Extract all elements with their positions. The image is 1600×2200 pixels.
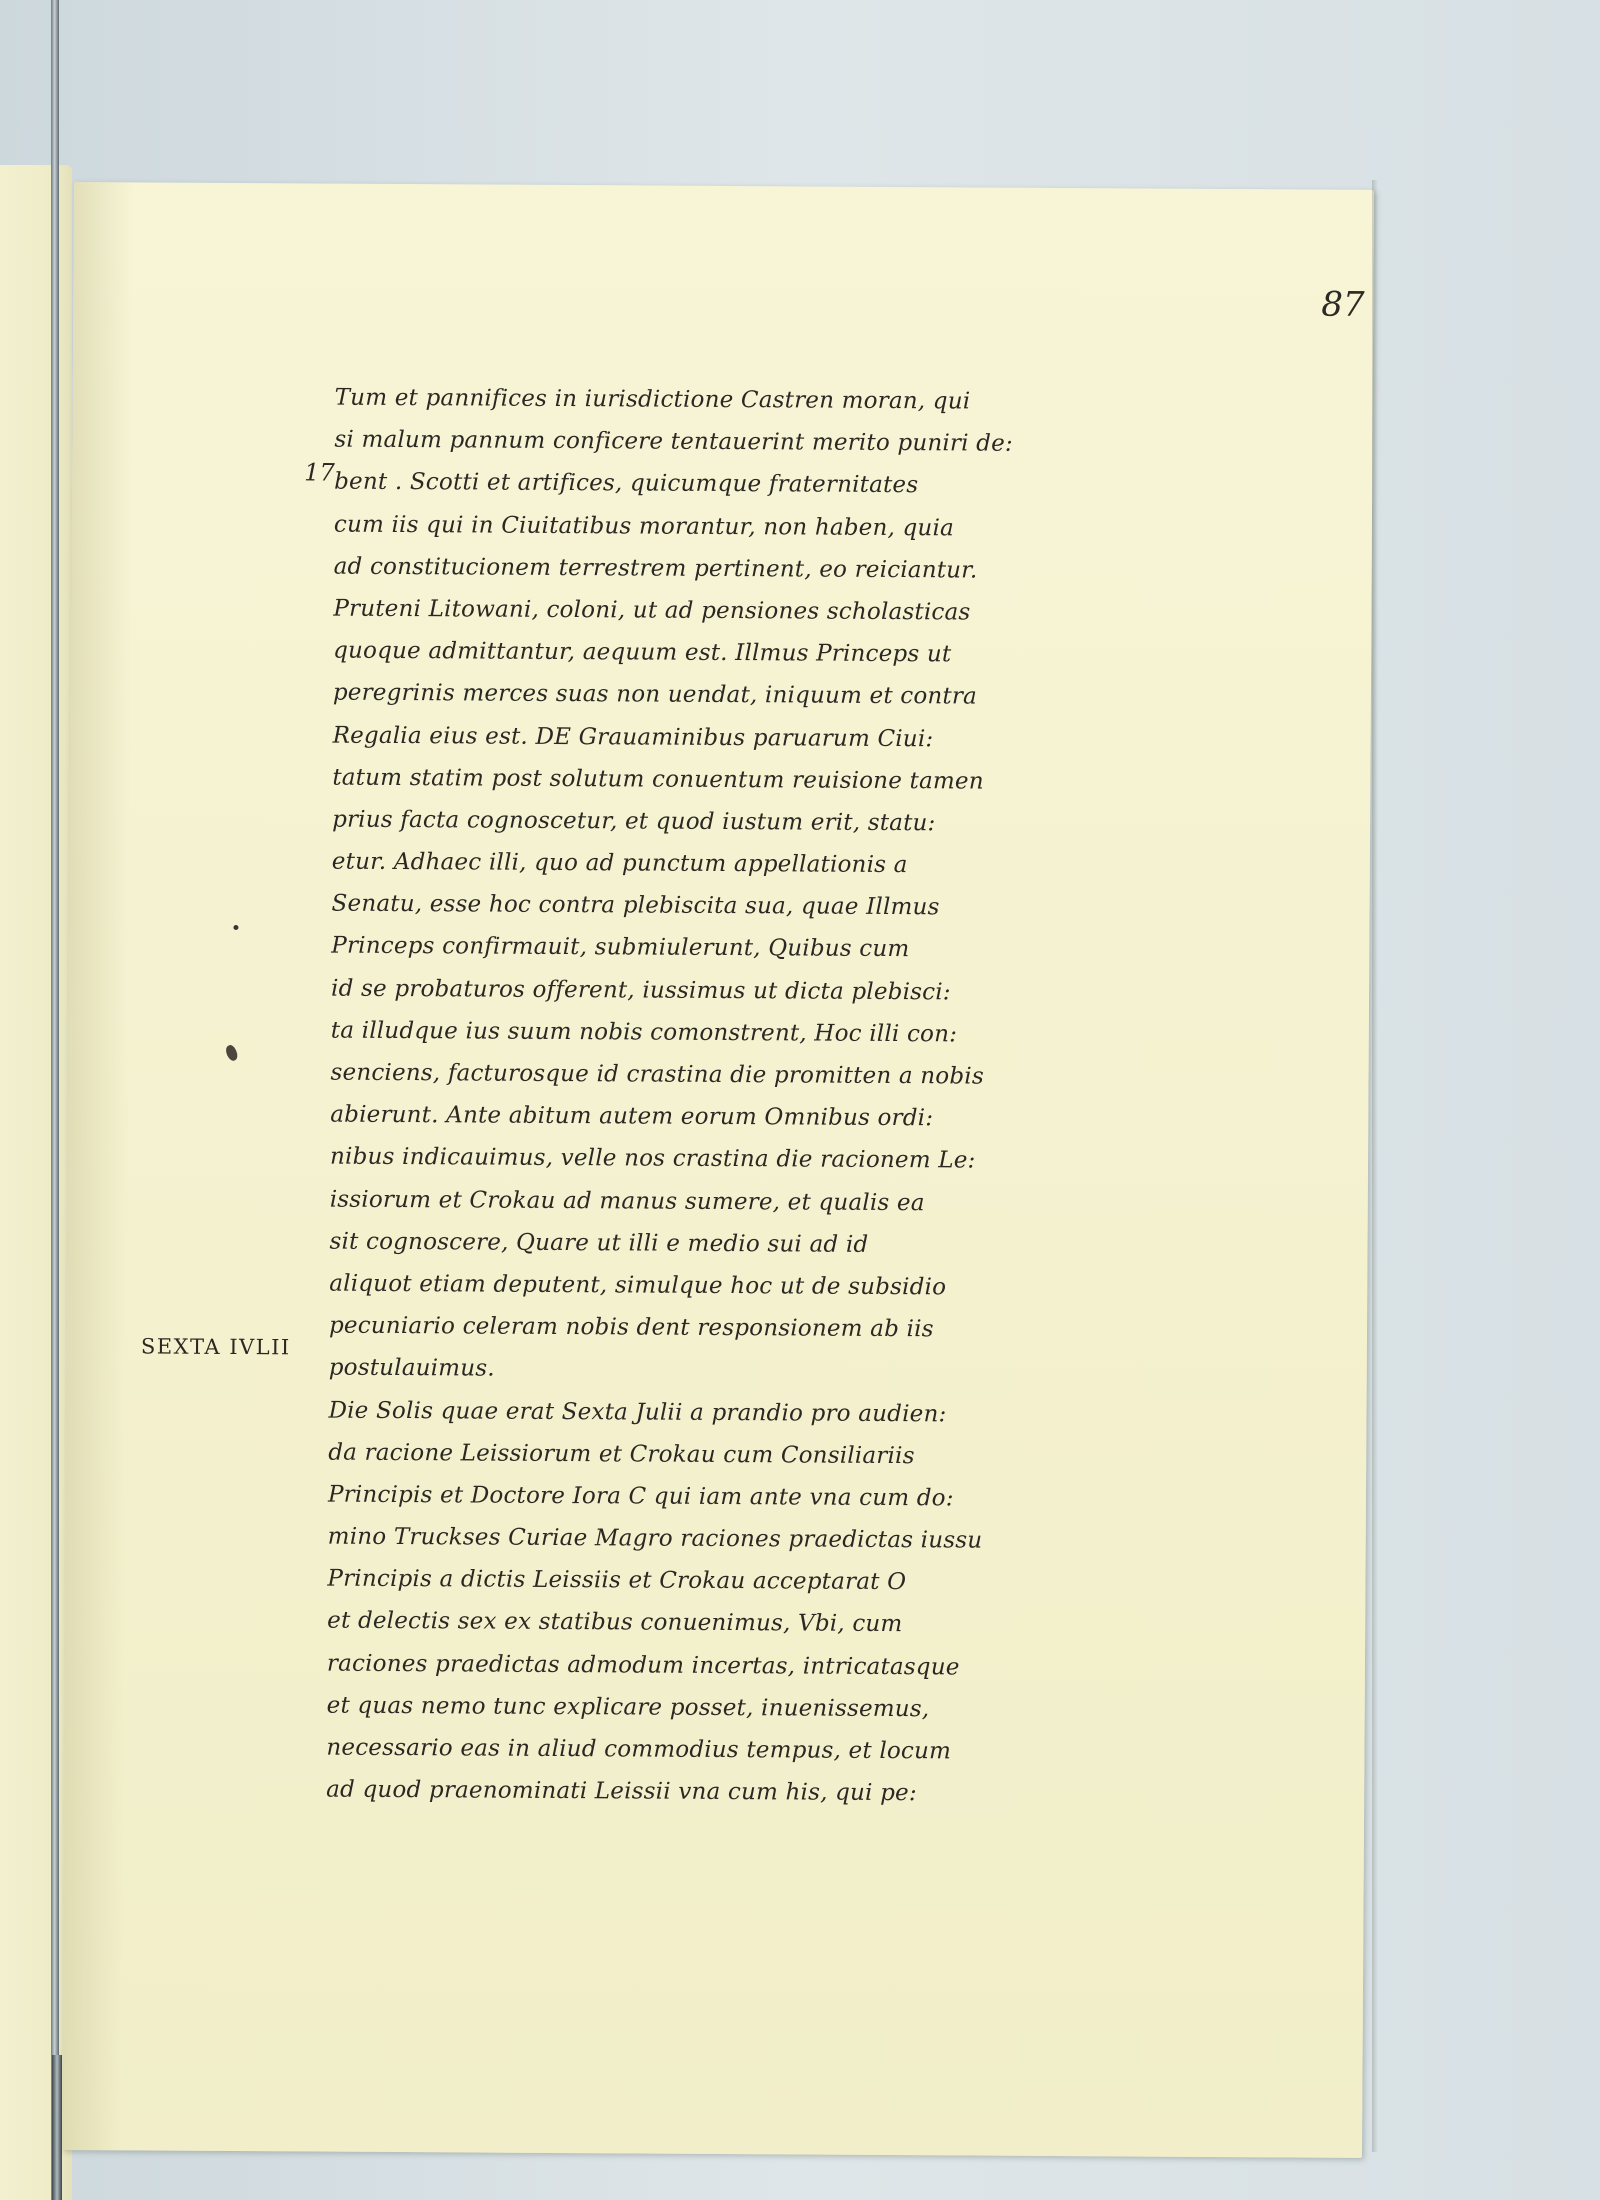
text-line: id se probaturos offerent, iussimus ut dicta plebisci: [331, 975, 951, 1005]
text-line: et quas nemo tunc explicare posset, inuenissemus, [326, 1692, 930, 1723]
binding-rod-lower [52, 2055, 62, 2200]
text-line: pecuniario celeram nobis dent responsionem ab iis [328, 1312, 934, 1343]
text-line: Principis et Doctore Iora C qui iam ante vna cum do: [327, 1481, 954, 1512]
text-line: abierunt. Ante abitum autem eorum Omnibus ordi: [330, 1101, 934, 1132]
text-line: quoque admittantur, aequum est. Illmus Princeps ut [333, 637, 952, 668]
text-line: Princeps confirmauit, submiulerunt, Quibus cum [331, 933, 910, 963]
text-line: Regalia eius est. DE Grauaminibus paruarum Ciui: [332, 722, 934, 752]
text-line: mino Truckses Curiae Magro raciones praedictas iussu [327, 1523, 983, 1554]
text-line: cum iis qui in Ciuitatibus morantur, non haben, quia [333, 511, 955, 541]
text-line: raciones praedictas admodum incertas, intricatasque [326, 1650, 960, 1681]
manuscript-text [326, 377, 1315, 1817]
text-line: peregrinis merces suas non uendat, iniquum et contra [332, 679, 978, 710]
text-line: si malum pannum conficere tentauerint merito puniri de: [334, 426, 1013, 457]
manuscript-page [62, 182, 1374, 2158]
text-line: ta illudque ius suum nobis comonstrent, Hoc illi con: [330, 1017, 958, 1048]
text-line: Tum et pannifices in iurisdictione Castren moran, qui [334, 384, 971, 415]
margin-date-heading: SEXTA IVLII [140, 1334, 291, 1360]
gutter-shade [62, 182, 134, 2150]
text-line: sit cognoscere, Quare ut illi e medio sui ad id [329, 1228, 869, 1258]
text-line: ad constitucionem terrestrem pertinent, eo reiciantur. [333, 553, 978, 584]
text-line: Pruteni Litowani, coloni, ut ad pensiones scholasticas [333, 595, 971, 626]
text-line: issiorum et Crokau ad manus sumere, et qualis ea [329, 1186, 925, 1216]
margin-note: 17 [304, 458, 335, 487]
text-line: da racione Leissiorum et Crokau cum Consiliariis [328, 1439, 915, 1469]
text-line: senciens, facturosque id crastina die promitten a nobis [330, 1059, 984, 1090]
text-line: aliquot etiam deputent, simulque hoc ut de subsidio [329, 1270, 947, 1301]
text-line: bent . Scotti et artifices, quicumque fraternitates [334, 468, 919, 499]
text-line: postulauimus. [328, 1354, 495, 1382]
ink-dot [233, 925, 238, 930]
binding-rod [51, 0, 59, 2200]
text-line: etur. Adhaec illi, quo ad punctum appellationis a [331, 848, 908, 879]
facing-page-edge [0, 165, 72, 2200]
text-line: tatum statim post solutum conuentum reuisione tamen [332, 764, 984, 795]
text-line: et delectis sex ex statibus conuenimus, Vbi, cum [327, 1608, 903, 1638]
text-line: ad quod praenominati Leissii vna cum his, qui pe: [326, 1776, 917, 1807]
text-line: prius facta cognoscetur, et quod iustum erit, statu: [332, 806, 936, 837]
text-line: Senatu, esse hoc contra plebiscita sua, quae Illmus [331, 890, 940, 921]
text-line: necessario eas in aliud commodius tempus, et locum [326, 1734, 952, 1765]
text-line: nibus indicauimus, velle nos crastina die racionem Le: [329, 1143, 976, 1174]
folio-number: 87 [1321, 284, 1365, 325]
page-edge-shadow [1372, 180, 1378, 2152]
text-line: Principis a dictis Leissiis et Crokau acceptarat O [327, 1565, 907, 1596]
ink-blot [224, 1044, 240, 1063]
text-line: Die Solis quae erat Sexta Julii a prandio pro audien: [328, 1397, 947, 1427]
